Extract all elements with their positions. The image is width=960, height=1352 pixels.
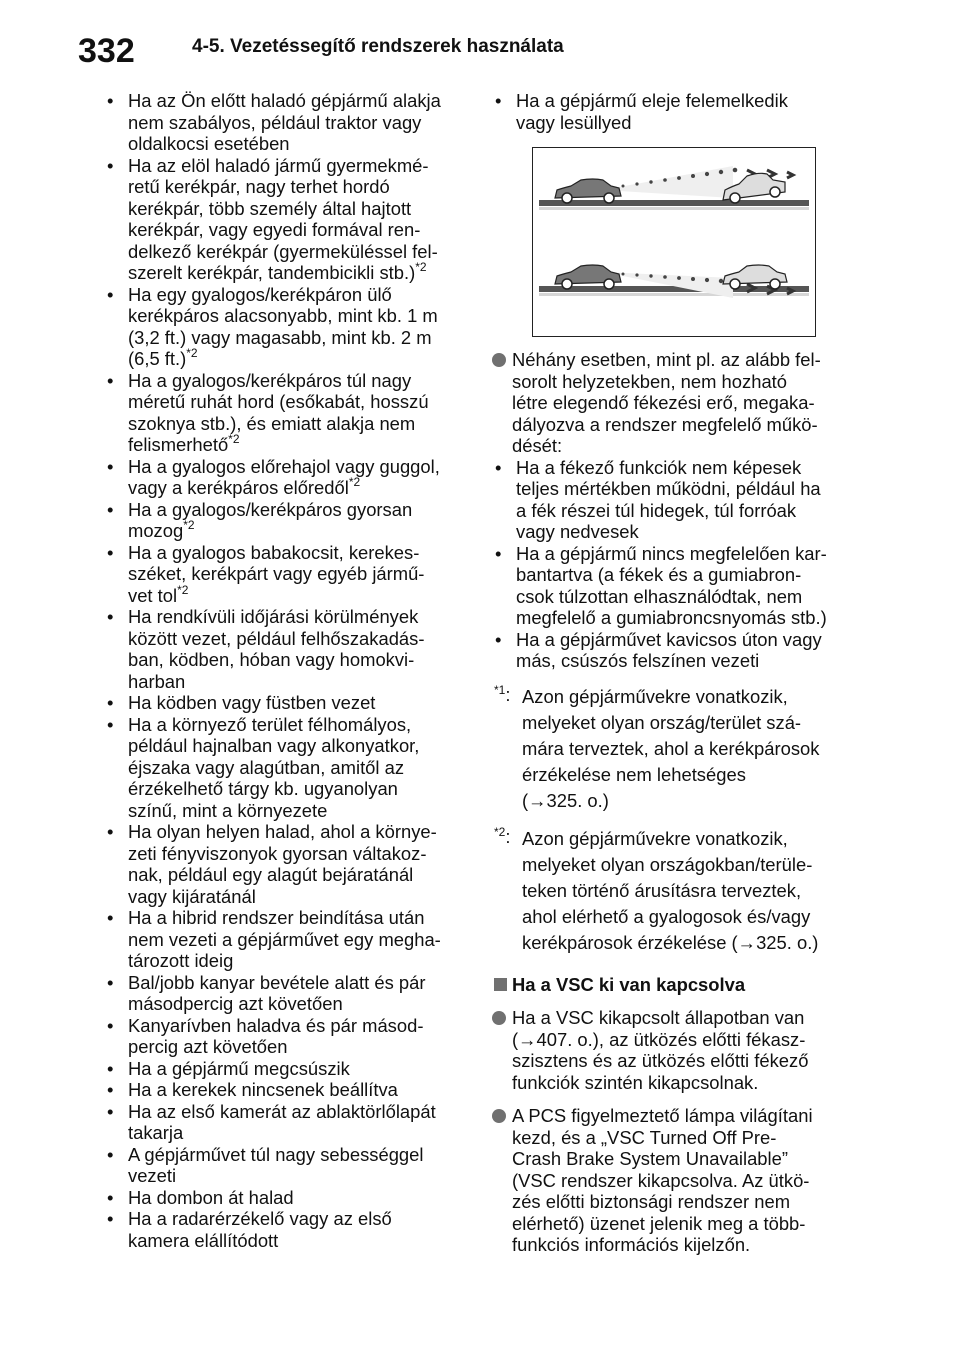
- left-column: [106, 90, 476, 1251]
- list-item-text: Ha a gyalogos előrehajol vagy guggol, vagy a kerékpáros előredől: [128, 455, 440, 498]
- footnote-ref: *2: [183, 518, 195, 532]
- list-item: [106, 692, 476, 714]
- subsection-heading: Ha a VSC ki van kapcsolva: [494, 974, 864, 996]
- list-item-text: Ha a radarérzékelő vagy az első kamera elállítódott: [128, 1208, 392, 1251]
- circle-paragraph: [494, 1007, 864, 1093]
- list-item: [106, 284, 476, 370]
- circle-bullet-icon: [492, 353, 506, 367]
- footnote-text: Azon gépjárművekre vonatkozik, melyeket olyan ország/terület szá- mára terveztek, ahol a kerékpárosok érzékelése nem lehetséges (→325. o.): [522, 685, 820, 811]
- list-item: [106, 90, 476, 155]
- list-item-text: Ha a hibrid rendszer beindítása után nem vezeti a gépjárművet egy megha- tározott ideig: [128, 907, 441, 971]
- list-item-text: Ha a gyalogos babakocsit, kerekes- széket, kerékpárt vagy egyéb jármű- vet tol: [128, 541, 425, 606]
- list-item: [106, 499, 476, 542]
- list-item-text: Ha ködben vagy füstben vezet: [128, 692, 376, 713]
- list-item: [494, 90, 864, 133]
- list-item-text: Ha a gépjármű nincs megfelelően kar- bantartva (a fékek és a gumiabron- csok túlzottan elhasználódtak, nem megfelelő a gumiabroncsnyomás stb.): [516, 542, 827, 628]
- list-item: [106, 972, 476, 1015]
- list-item: [106, 821, 476, 907]
- list-item-text: Ha dombon át halad: [128, 1186, 294, 1208]
- right-bullet-list: [494, 457, 864, 672]
- circle-bullet-icon: [492, 1109, 506, 1123]
- car-lift-illustration: [532, 147, 816, 337]
- list-item: [106, 456, 476, 499]
- footnote-1: [494, 684, 864, 814]
- list-item-text: Bal/jobb kanyar bevétele alatt és pár másodpercig azt követően: [128, 971, 426, 1014]
- list-item-text: Ha a környező terület félhomályos, például hajnalban vagy alkonyatkor, éjszaka vagy alagútban, amitől az érzékelhető tárgy kb. ugyanolyan színű, mint a környezete: [128, 713, 420, 821]
- list-item: [494, 457, 864, 543]
- list-item: [106, 370, 476, 456]
- list-item: [106, 714, 476, 822]
- footnote-ref: *2: [177, 582, 189, 597]
- paragraph-text: Ha a VSC kikapcsolt állapotban van (→407. o.), az ütközés előtti fékasz- szisztens és az ütközés előtti fékező funkciók szintén kikapcsolnak.: [512, 1007, 809, 1093]
- square-bullet-icon: [494, 978, 507, 991]
- list-item: [106, 1101, 476, 1144]
- circle-paragraph: [494, 349, 864, 457]
- list-item: [106, 1079, 476, 1101]
- footnote-ref: *2: [415, 260, 427, 274]
- footnote-ref: *2: [348, 475, 361, 489]
- list-item: [106, 1015, 476, 1058]
- list-item: [106, 1208, 476, 1251]
- circle-bullet-icon: [492, 1011, 506, 1025]
- footnote-mark: $^{*2}$:: [494, 824, 511, 847]
- list-item: [106, 907, 476, 972]
- footnote-text: Azon gépjárművekre vonatkozik, melyeket olyan országokban/terüle- teken történő árusításra terveztek, ahol elérhető a gyalogosok és/vagy kerékpárosok érzékelése (→325. o.): [522, 827, 819, 953]
- section-title: 4-5. Vezetéssegítő rendszerek használata: [192, 36, 564, 57]
- list-item-text: Ha az elöl haladó jármű gyermekmé- retű kerékpár, nagy terhet hordó kerékpár, több személy által hajtott kerékpár, vagy egyedi formával ren- delkező kerékpár (gyermeküléssel fel- szerelt kerékpár, tandembicikli stb.): [128, 154, 438, 283]
- page-number: 332: [78, 32, 135, 70]
- list-item-text: Ha az első kamerát az ablaktörlőlapát takarja: [128, 1100, 436, 1143]
- list-item: [106, 1058, 476, 1080]
- list-item-text: Ha rendkívüli időjárási körülmények között vezet, például felhőszakadás- ban, ködben, hóban vagy homokvi- harban: [128, 606, 425, 692]
- list-item-text: Ha a gyalogos/kerékpáros túl nagy méretű ruhát hord (esőkabát, hosszú szoknya stb.), és emiatt alakja nem felismerhető: [128, 369, 429, 455]
- right-column: [494, 90, 864, 1256]
- footnote-2: [494, 826, 864, 956]
- list-item: [106, 1144, 476, 1187]
- list-item-text: A gépjárművet túl nagy sebességgel vezeti: [128, 1143, 424, 1186]
- list-item-text: Ha olyan helyen halad, ahol a környe- zeti fényviszonyok gyorsan váltakoz- nak, például egy alagút bejáratánál vagy kijáratánál: [128, 821, 437, 907]
- footnote-mark: $^{*1}$:: [494, 682, 511, 705]
- footnote-ref: *2: [186, 346, 198, 360]
- list-item: [494, 543, 864, 629]
- list-item-text: Ha a gépjárművet kavicsos úton vagy más, csúszós felszínen vezeti: [516, 628, 822, 671]
- list-item-text: Ha a gépjármű megcsúszik: [128, 1057, 350, 1079]
- list-item-text: Ha a kerekek nincsenek beállítva: [128, 1079, 398, 1100]
- circle-paragraph: [494, 1105, 864, 1256]
- paragraph-text: Néhány esetben, mint pl. az alább fel- sorolt helyzetekben, nem hozható létre elegendő fékezési erő, megaka- dályozva a rendszer megfelelő műkö- dését:: [512, 349, 821, 456]
- list-item-text: Ha a gépjármű eleje felemelkedik vagy lesüllyed: [516, 90, 788, 133]
- list-item-text: Ha egy gyalogos/kerékpáron ülő kerékpáros alacsonyabb, mint kb. 1 m (3,2 ft.) vagy magasabb, mint kb. 2 m (6,5 ft.): [128, 283, 438, 369]
- list-item-text: Ha a gyalogos/kerékpáros gyorsan mozog: [128, 498, 413, 541]
- footnote-ref: *2: [228, 432, 240, 446]
- list-item: [106, 542, 476, 607]
- list-item: [106, 1187, 476, 1209]
- list-item-text: Ha a fékező funkciók nem képesek teljes mértékben működni, például ha a fék részei túl hidegek, túl forróak vagy nedvesek: [516, 456, 821, 542]
- list-item-text: Kanyarívben haladva és pár másod- percig azt követően: [128, 1014, 424, 1057]
- list-item: [106, 155, 476, 284]
- list-item-text: Ha az Ön előtt haladó gépjármű alakja nem szabályos, például traktor vagy oldalkocsi esetében: [128, 90, 441, 154]
- paragraph-text: A PCS figyelmeztető lámpa világítani kezd, és a „VSC Turned Off Pre- Crash Brake System Unavailable” (VSC rendszer kikapcsolva. Az ütkö- zés előtti biztonsági rendszer nem elérhető) üzenet jelenik meg a több- funkciós információs kijelzőn.: [512, 1105, 813, 1255]
- page-header: [0, 0, 960, 80]
- list-item: [494, 629, 864, 672]
- list-item: [106, 606, 476, 692]
